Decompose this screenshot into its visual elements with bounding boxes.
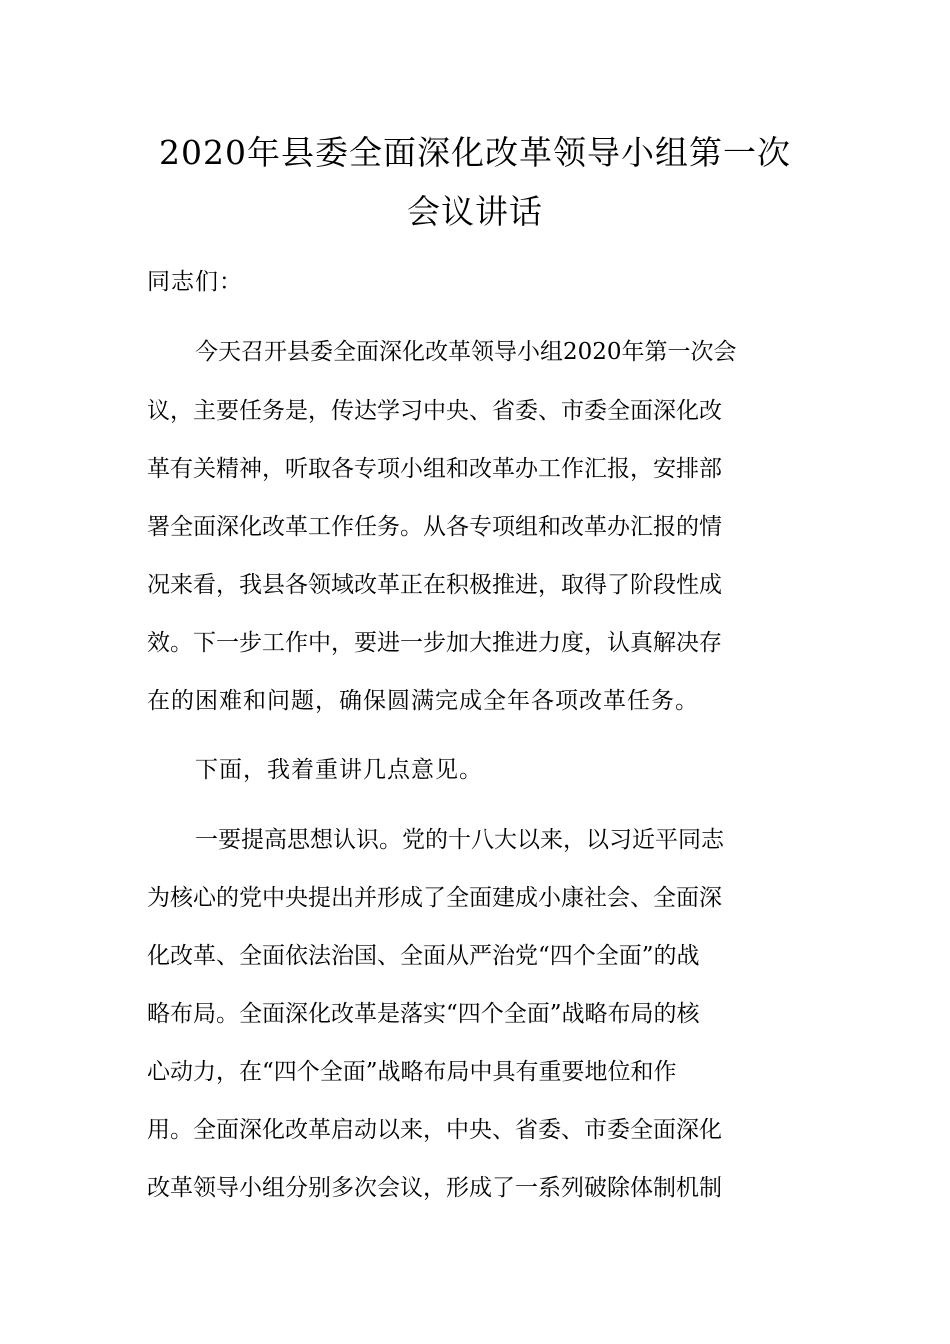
body-line: 为核心的党中央提出并形成了全面建成小康社会、全面深 <box>147 885 722 911</box>
body-line: 况来看，我县各领域改革正在积极推进，取得了阶段性成 <box>147 572 722 598</box>
salutation: 同志们： <box>147 269 243 295</box>
body-line: 在的困难和问题，确保圆满完成全年各项改革任务。 <box>147 688 699 714</box>
body-line: 下面，我着重讲几点意见。 <box>195 757 483 783</box>
body-line: 革有关精神，听取各专项小组和改革办工作汇报，安排部 <box>147 456 722 482</box>
body-line: 署全面深化改革工作任务。从各专项组和改革办汇报的情 <box>147 514 722 540</box>
body-line: 化改革、全面依法治国、全面从严治党“四个全面”的战 <box>147 943 700 969</box>
document-title-line-1: 2020年县委全面深化改革领导小组第一次 <box>159 133 791 172</box>
body-line: 改革领导小组分别多次会议，形成了一系列破除体制机制 <box>147 1175 722 1201</box>
body-line: 一要提高思想认识。党的十八大以来，以习近平同志 <box>195 827 724 853</box>
body-line: 心动力，在“四个全面”战略布局中具有重要地位和作 <box>147 1059 677 1085</box>
body-line: 今天召开县委全面深化改革领导小组2020年第一次会 <box>195 339 737 365</box>
body-line: 略布局。全面深化改革是落实“四个全面”战略布局的核 <box>147 1001 700 1027</box>
body-line: 用。全面深化改革启动以来，中央、省委、市委全面深化 <box>147 1117 722 1143</box>
body-line: 效。下一步工作中，要进一步加大推进力度，认真解决存 <box>147 630 722 656</box>
document-title-line-2: 会议讲话 <box>407 192 543 231</box>
body-line: 议，主要任务是，传达学习中央、省委、市委全面深化改 <box>147 398 722 424</box>
